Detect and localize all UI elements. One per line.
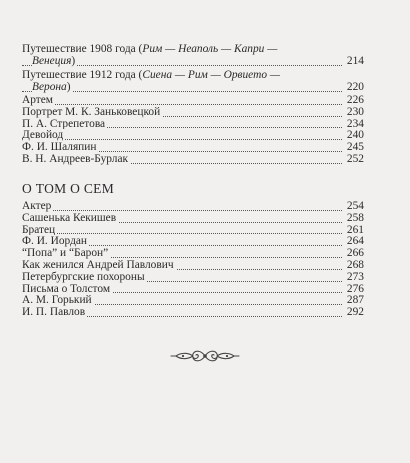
toc-entry-title: Девойод	[22, 129, 64, 142]
toc-entry-title: Путешествие 1912 года (Сиена — Рим — Орвието —	[22, 69, 280, 81]
toc-entry-title: Братец	[22, 223, 56, 236]
toc-entry	[22, 154, 364, 166]
toc-page-number: 220	[346, 81, 364, 94]
toc-page	[22, 0, 364, 463]
toc-entry-title: Ф. И. Иордан	[22, 235, 88, 248]
toc-page-number: 226	[346, 94, 364, 106]
toc-part-2	[22, 201, 364, 319]
toc-entry-title: Актер	[22, 200, 52, 212]
toc-page-number: 245	[346, 141, 364, 154]
toc-page-number: 230	[346, 105, 364, 118]
toc-entry-title: Ф. И. Шаляпин	[22, 141, 97, 154]
toc-page-number: 234	[346, 117, 364, 130]
toc-entry-title: П. А. Стрепетова	[22, 117, 106, 130]
dot-leader	[22, 104, 342, 105]
toc-page-number: 276	[346, 282, 364, 295]
toc-page-number: 261	[346, 223, 364, 236]
toc-entry: Путешествие 1912 года (Сиена — Рим — Орвието — Верона) 220	[22, 69, 364, 94]
dot-leader	[22, 210, 342, 211]
floral-ornament-icon	[168, 348, 242, 364]
toc-part-1	[22, 44, 364, 166]
toc-entry-title: А. М. Горький	[22, 294, 92, 307]
toc-entry	[22, 272, 364, 284]
toc-entry-title: Сашенька Кекишев	[22, 211, 117, 224]
toc-entry	[22, 260, 364, 272]
toc-page-number: 264	[346, 235, 364, 248]
toc-entry	[22, 213, 364, 225]
toc-page-number: 254	[346, 200, 364, 212]
toc-page-number: 258	[346, 211, 364, 224]
toc-page-number: 287	[346, 294, 364, 307]
toc-page-number: 252	[346, 152, 364, 165]
toc-entry-title: Путешествие 1908 года (Рим — Неаполь — Капри —	[22, 43, 278, 55]
toc-entry-title: Петербургские похороны	[22, 270, 145, 283]
toc-page-number: 266	[346, 247, 364, 260]
toc-entry-title: Письма о Толстом	[22, 282, 111, 295]
toc-entry	[22, 307, 364, 319]
toc-entry-title: Портрет М. К. Заньковецкой	[22, 105, 161, 118]
toc-page-number: 268	[346, 258, 364, 271]
toc-entry	[22, 119, 364, 131]
toc-entry-title: В. Н. Андреев-Бурлак	[22, 152, 129, 165]
toc-entry-title: Как женился Андрей Павлович	[22, 258, 174, 271]
toc-page-number: 292	[346, 306, 364, 319]
toc-entry-title: Артем	[22, 94, 54, 106]
toc-entry	[22, 107, 364, 119]
toc-entry-title: И. П. Павлов	[22, 306, 86, 319]
section-heading: О ТОМ О СЕМ	[22, 181, 114, 196]
toc-page-number: 240	[346, 129, 364, 142]
toc-page-number: 273	[346, 270, 364, 283]
toc-entry: Путешествие 1908 года (Рим — Неаполь — Капри — Венеция) 214	[22, 43, 364, 68]
toc-page-number: 214	[346, 55, 364, 68]
toc-entry-title: “Попа” и “Барон”	[22, 247, 109, 260]
